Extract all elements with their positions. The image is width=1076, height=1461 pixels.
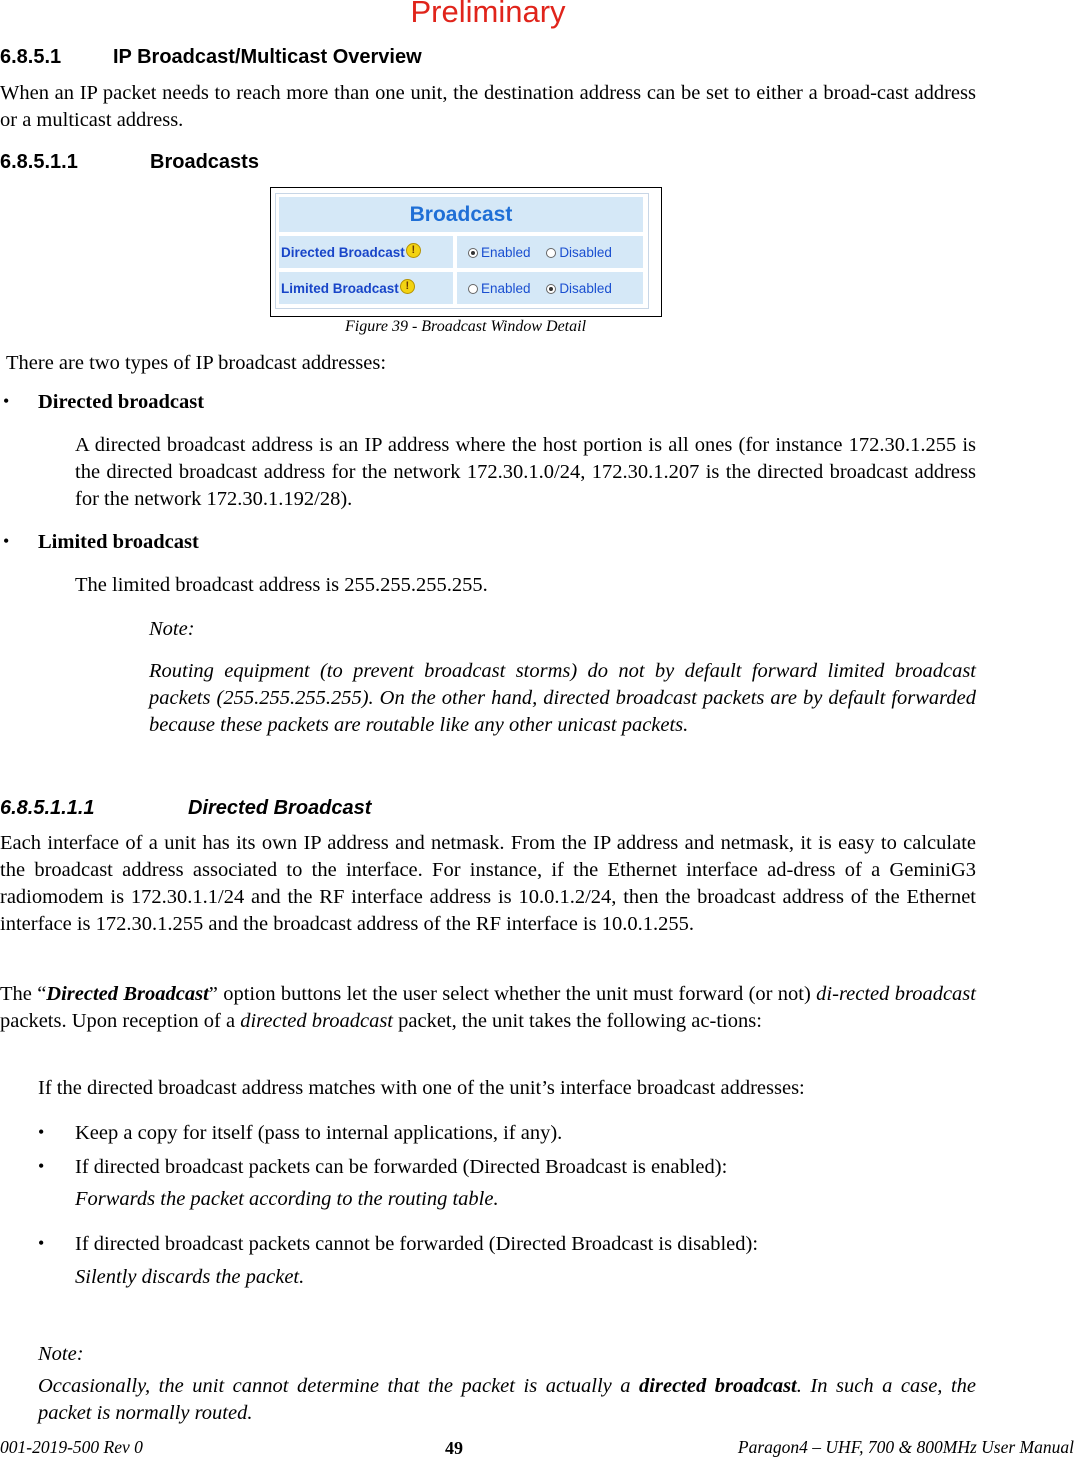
broadcast-panel-title: Broadcast <box>279 197 643 232</box>
directed-disabled-label: Disabled <box>559 245 612 260</box>
action-item: If directed broadcast packets can be forwarded (Directed Broadcast is enabled): <box>75 1156 728 1178</box>
footer-page-number: 49 <box>445 1438 463 1458</box>
section-title: IP Broadcast/Multicast Overview <box>113 46 422 68</box>
interface-paragraph: Each interface of a unit has its own IP address and netmask. From the IP address and netmask, it is easy to calculate the broadcast address associated to the interface. For instance, if the Ethernet interface ad-dress of a GeminiG3 radiomodem is 172.30.1.1/24 and the RF interface address is 10.0.1.2/24, then the broadcast address of the Ethernet interface is 172.30.1.255 and the broadcast address of the RF interface is 10.0.1.255. <box>0 832 976 935</box>
condition-text: If the directed broadcast address matches with one of the unit’s interface broadcast addresses: <box>38 1077 805 1099</box>
note2-label: Note: <box>38 1343 84 1365</box>
subsubsection-title: Directed Broadcast <box>188 797 372 819</box>
bullet-icon: • <box>3 391 10 411</box>
radio-selected-icon[interactable] <box>468 248 478 258</box>
section-heading <box>0 46 422 69</box>
subsubsection-number: 6.8.5.1.1.1 <box>0 797 95 819</box>
limited-body: The limited broadcast address is 255.255.255.255. <box>75 574 488 596</box>
option-paragraph-text-4: packet, the unit takes the following ac-tions: <box>393 1010 762 1032</box>
bullet-icon: • <box>38 1122 45 1142</box>
action-result: Silently discards the packet. <box>75 1266 305 1288</box>
limited-heading: Limited broadcast <box>38 531 199 553</box>
directed-broadcast-label <box>279 236 453 268</box>
note2-text-2: . In such a case, the packet is normally routed. <box>38 1375 977 1424</box>
limited-disabled-option[interactable] <box>546 281 612 296</box>
directed-enabled-label: Enabled <box>481 245 531 260</box>
section-number: 6.8.5.1 <box>0 46 62 68</box>
note2-bold: directed broadcast <box>639 1375 797 1397</box>
types-intro: There are two types of IP broadcast addresses: <box>6 352 387 374</box>
directed-enabled-option[interactable] <box>468 245 531 260</box>
subsection-heading <box>0 151 259 174</box>
directed-heading: Directed broadcast <box>38 391 205 413</box>
preliminary-watermark: Preliminary <box>410 0 566 29</box>
radio-selected-icon[interactable] <box>546 284 556 294</box>
broadcast-panel <box>275 193 649 309</box>
limited-note-body: Routing equipment (to prevent broadcast storms) do not by default forward limited broadcast packets (255.255.255.255). On the other hand, directed broadcast packets are by default forwarded because these packets are routable like any other unicast packets. <box>149 660 976 736</box>
option-paragraph-italic-1: di-rected broadcast <box>816 983 976 1005</box>
option-paragraph-text-3: packets. Upon reception of a <box>0 1010 241 1032</box>
bullet-icon: • <box>38 1156 45 1176</box>
limited-enabled-label: Enabled <box>481 281 531 296</box>
footer-doc-number: 001-2019-500 Rev 0 <box>0 1437 143 1457</box>
footer-manual-title: Paragon4 – UHF, 700 & 800MHz User Manual <box>737 1437 1074 1457</box>
directed-disabled-option[interactable] <box>546 245 612 260</box>
action-item: Keep a copy for itself (pass to internal applications, if any). <box>75 1122 563 1144</box>
option-paragraph-bold: Directed Broadcast <box>46 983 209 1005</box>
subsection-number: 6.8.5.1.1 <box>0 151 78 173</box>
option-paragraph <box>0 981 976 1035</box>
limited-broadcast-options <box>457 272 643 304</box>
warning-icon: ! <box>406 243 421 258</box>
limited-broadcast-row <box>279 272 643 304</box>
limited-disabled-label: Disabled <box>559 281 612 296</box>
subsection-title: Broadcasts <box>150 151 259 173</box>
limited-note-label: Note: <box>149 618 195 640</box>
figure-caption: Figure 39 - Broadcast Window Detail <box>345 318 587 335</box>
action-result: Forwards the packet according to the routing table. <box>75 1188 499 1210</box>
section-intro: When an IP packet needs to reach more than one unit, the destination address can be set to either a broad-cast address or a multicast address. <box>0 82 976 131</box>
note2-body <box>38 1373 976 1427</box>
warning-icon: ! <box>400 279 415 294</box>
directed-broadcast-label-text: Directed Broadcast <box>281 245 405 260</box>
radio-unselected-icon[interactable] <box>468 284 478 294</box>
option-paragraph-text-2: ” option buttons let the user select whether the unit must forward (or not) <box>208 983 817 1005</box>
bullet-icon: • <box>38 1233 45 1253</box>
directed-broadcast-row <box>279 236 643 268</box>
radio-unselected-icon[interactable] <box>546 248 556 258</box>
limited-enabled-option[interactable] <box>468 281 531 296</box>
option-paragraph-text-1: The “ <box>0 983 47 1005</box>
limited-broadcast-label <box>279 272 453 304</box>
limited-broadcast-label-text: Limited Broadcast <box>281 281 399 296</box>
note2-text-1: Occasionally, the unit cannot determine that the packet is actually a <box>38 1375 640 1397</box>
bullet-icon: • <box>3 531 10 551</box>
directed-broadcast-options <box>457 236 643 268</box>
option-paragraph-italic-2: directed broadcast <box>240 1010 393 1032</box>
action-item: If directed broadcast packets cannot be forwarded (Directed Broadcast is disabled): <box>75 1233 759 1255</box>
subsubsection-heading <box>0 797 371 820</box>
broadcast-figure <box>270 187 662 317</box>
directed-body: A directed broadcast address is an IP address where the host portion is all ones (for instance 172.30.1.255 is the directed broadcast address for the network 172.30.1.0/24, 172.30.1.207 is the directed broadcast address for the network 172.30.1.192/28). <box>75 434 976 510</box>
